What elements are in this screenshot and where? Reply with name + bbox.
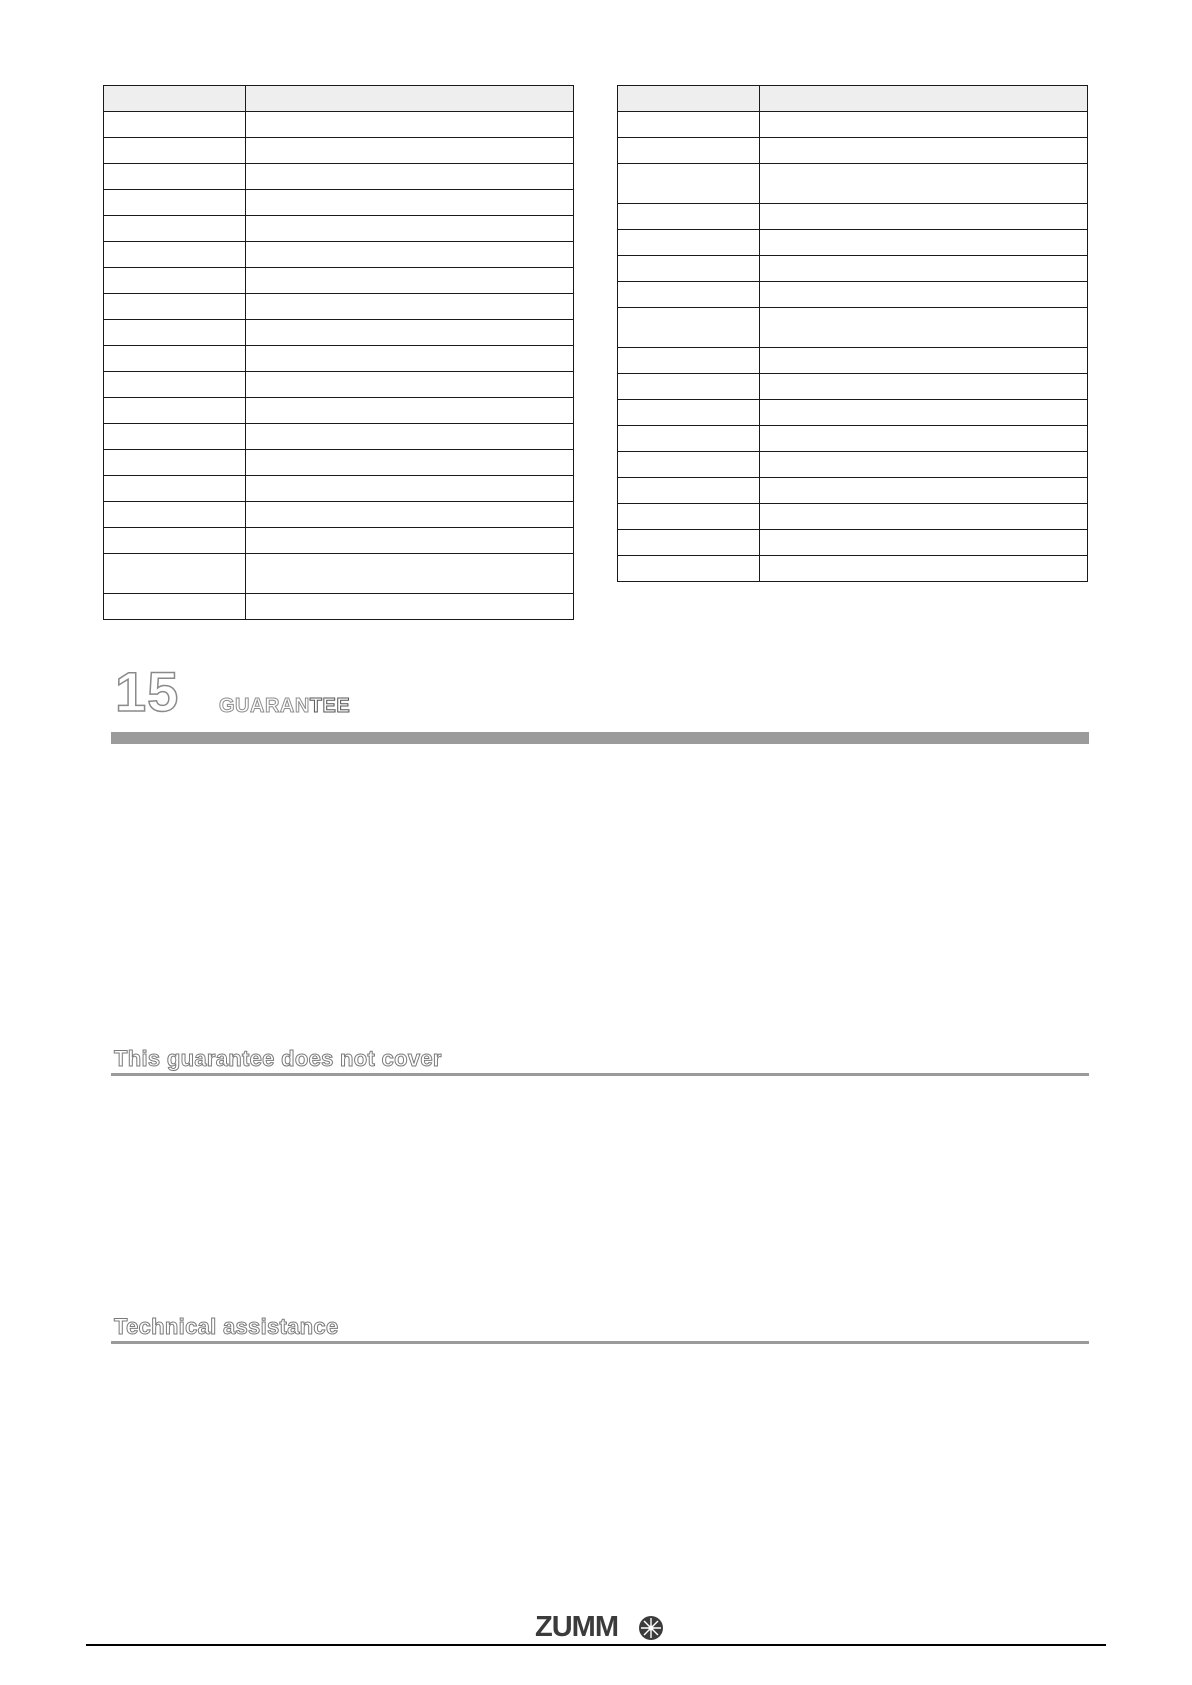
right-table-body (618, 86, 1088, 582)
table-row (104, 372, 574, 398)
table-cell-description (760, 282, 1088, 308)
table-cell-description (246, 398, 574, 424)
table-cell-description (760, 374, 1088, 400)
table-cell-description (246, 424, 574, 450)
table-cell-code (104, 346, 246, 372)
table-cell-code (618, 282, 760, 308)
table-cell-code (618, 256, 760, 282)
subheading-not-covered: This guarantee does not cover (114, 1046, 442, 1071)
table-cell-code (104, 528, 246, 554)
table-cell-description (246, 86, 574, 112)
table-cell-code (618, 112, 760, 138)
table-cell-code (618, 504, 760, 530)
citrus-slice-icon (638, 1615, 664, 1641)
table-cell-description (760, 426, 1088, 452)
table-cell-description (760, 452, 1088, 478)
table-cell-description (246, 294, 574, 320)
table-cell-description (246, 594, 574, 620)
table-row (618, 556, 1088, 582)
table-row (618, 426, 1088, 452)
table-cell-code (104, 86, 246, 112)
left-table (103, 85, 574, 620)
table-row (618, 112, 1088, 138)
table-cell-code (618, 138, 760, 164)
table-cell-code (104, 268, 246, 294)
table-row (618, 400, 1088, 426)
table-row (618, 504, 1088, 530)
table-row (104, 294, 574, 320)
table-cell-code (104, 138, 246, 164)
table-cell-code (618, 308, 760, 348)
table-cell-code (104, 372, 246, 398)
table-cell-code (618, 530, 760, 556)
table-row (104, 476, 574, 502)
table-row (104, 554, 574, 594)
table-cell-description (246, 242, 574, 268)
table-cell-code (104, 554, 246, 594)
table-row (618, 374, 1088, 400)
table-cell-code (104, 502, 246, 528)
table-cell-code (104, 594, 246, 620)
table-cell-description (246, 346, 574, 372)
table-cell-description (246, 190, 574, 216)
table-row (104, 320, 574, 346)
section-number: 15 (115, 660, 180, 723)
table-cell-description (246, 476, 574, 502)
table-cell-description (246, 372, 574, 398)
table-row (618, 478, 1088, 504)
table-header-row (618, 86, 1088, 112)
table-cell-code (104, 216, 246, 242)
table-cell-code (618, 426, 760, 452)
left-table-body (104, 86, 574, 620)
table-cell-code (104, 320, 246, 346)
table-cell-description (246, 112, 574, 138)
table-cell-description (760, 256, 1088, 282)
subheading-rule (111, 1341, 1089, 1344)
table-header-row (104, 86, 574, 112)
footer-line (86, 1644, 1106, 1646)
subheading-technical-assistance: Technical assistance (114, 1314, 339, 1339)
table-cell-code (104, 398, 246, 424)
table-cell-code (618, 400, 760, 426)
table-row (618, 530, 1088, 556)
table-cell-description (760, 478, 1088, 504)
table-row (104, 346, 574, 372)
table-row (104, 216, 574, 242)
table-row (104, 502, 574, 528)
right-table (617, 85, 1088, 582)
table-cell-description (246, 554, 574, 594)
table-cell-description (760, 86, 1088, 112)
table-row (104, 424, 574, 450)
table-cell-code (104, 242, 246, 268)
table-cell-code (104, 190, 246, 216)
table-cell-description (760, 530, 1088, 556)
table-row (104, 112, 574, 138)
table-cell-code (104, 424, 246, 450)
table-row (104, 242, 574, 268)
table-cell-code (104, 294, 246, 320)
table-cell-code (618, 348, 760, 374)
table-cell-description (246, 268, 574, 294)
table-row (104, 450, 574, 476)
table-cell-code (618, 204, 760, 230)
table-cell-description (246, 450, 574, 476)
table-cell-description (760, 308, 1088, 348)
table-cell-code (618, 374, 760, 400)
table-cell-description (760, 556, 1088, 582)
table-cell-description (760, 112, 1088, 138)
table-cell-description (246, 502, 574, 528)
table-row (618, 282, 1088, 308)
table-cell-code (104, 476, 246, 502)
table-row (104, 190, 574, 216)
table-cell-code (104, 450, 246, 476)
table-cell-description (760, 230, 1088, 256)
table-cell-description (760, 348, 1088, 374)
table-cell-code (618, 86, 760, 112)
table-cell-description (246, 138, 574, 164)
table-row (104, 164, 574, 190)
table-row (618, 204, 1088, 230)
table-cell-description (246, 320, 574, 346)
section-title-part2: TEE (309, 695, 351, 717)
zummo-logo (535, 1612, 665, 1642)
table-cell-description (246, 164, 574, 190)
table-cell-code (104, 112, 246, 138)
section-title (219, 696, 350, 716)
table-row (618, 230, 1088, 256)
table-row (618, 348, 1088, 374)
table-row (104, 594, 574, 620)
table-cell-code (104, 164, 246, 190)
table-row (104, 268, 574, 294)
table-row (104, 528, 574, 554)
table-cell-description (760, 164, 1088, 204)
table-cell-code (618, 452, 760, 478)
table-cell-code (618, 478, 760, 504)
table-row (618, 164, 1088, 204)
section-divider-bar (111, 732, 1089, 744)
table-row (104, 138, 574, 164)
table-cell-description (760, 138, 1088, 164)
table-cell-description (760, 400, 1088, 426)
table-cell-description (760, 204, 1088, 230)
table-row (618, 256, 1088, 282)
subheading-rule (111, 1073, 1089, 1076)
table-cell-code (618, 230, 760, 256)
logo-text: ZUMM (535, 1611, 618, 1643)
table-cell-description (246, 528, 574, 554)
table-cell-description (760, 504, 1088, 530)
table-row (618, 452, 1088, 478)
table-cell-code (618, 556, 760, 582)
table-row (618, 308, 1088, 348)
table-row (104, 398, 574, 424)
table-row (618, 138, 1088, 164)
table-cell-description (246, 216, 574, 242)
section-title-part1: GUARAN (219, 695, 310, 717)
table-cell-code (618, 164, 760, 204)
